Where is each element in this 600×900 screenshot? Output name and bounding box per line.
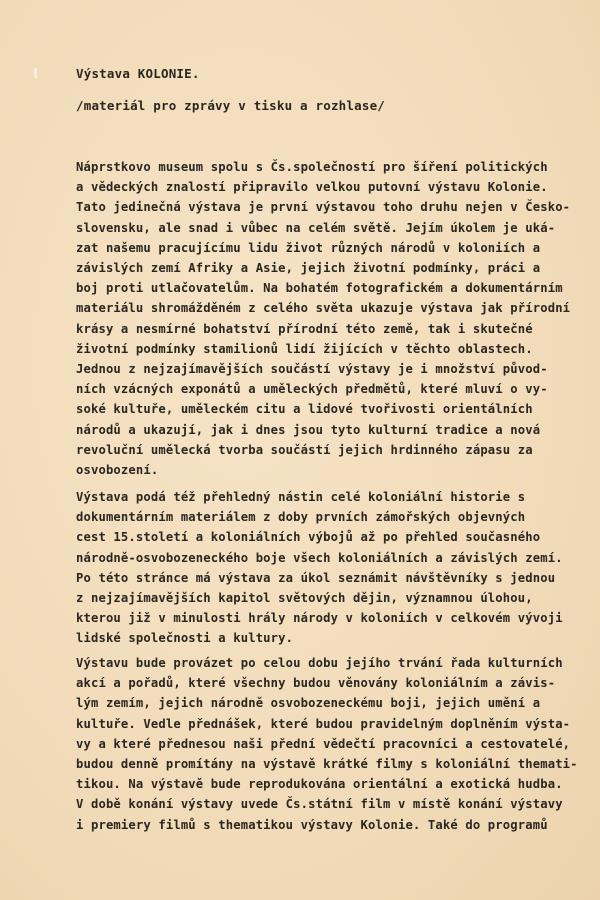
text-line: akcí a pořadů, které všechny budou věnovány koloniálním a závis- <box>76 676 556 691</box>
text-line: lým zemím, jejich národně osvobozeneckému boji, jejich umění a <box>76 696 541 711</box>
text-line: Výstava podá též přehledný nástin celé koloniální historie s <box>76 490 526 504</box>
text-line: soké kultuře, uměleckém citu a lidové tvořivosti orientálních <box>76 402 533 417</box>
text-line: cest 15.století a koloniálních výbojů až po přehled současného <box>76 530 541 545</box>
text-line: krásy a nesmírné bohatství přírodní této země, tak i skutečné <box>76 321 533 336</box>
text-line: národně-osvobozeneckého boje všech koloniálních a závislých zemí. <box>76 550 563 565</box>
text-line: ních vzácných exponátů a uměleckých předmětů, které mluví o vy- <box>76 382 548 397</box>
document-subtitle: /materiál pro zprávy v tisku a rozhlase/ <box>76 98 386 113</box>
text-line: boj proti utlačovatelům. Na bohatém fotografickém a dokumentárním <box>76 281 563 296</box>
text-line: národů a ukazují, jak i dnes jsou tyto kulturní tradice a nová <box>76 422 541 437</box>
text-line: kultuře. Vedle přednášek, které budou pravidelným doplněním výsta- <box>76 716 571 731</box>
text-line: osvobození. <box>76 463 159 478</box>
paper-blemish <box>34 68 37 78</box>
text-line: Jednou z nejzajímavějších součástí výstavy je i množství původ- <box>76 362 548 377</box>
text-line: a vědeckých znalostí připravilo velkou putovní výstavu Kolonie. <box>76 180 548 195</box>
paragraph-2 <box>76 487 598 649</box>
text-line: budou denně promítány na výstavě krátké filmy s koloniální themati- <box>76 757 578 772</box>
text-line: Po této stránce má výstava za úkol seznámit návštěvníky s jednou <box>76 570 556 585</box>
text-line: závislých zemí Afriky a Asie, jejich životní podmínky, práci a <box>76 261 541 276</box>
text-line: lidské společnosti a kultury. <box>76 631 294 646</box>
paragraph-1 <box>76 157 598 480</box>
text-line: životní podmínky stamilionů lidí žijících v těchto oblastech. <box>76 341 533 356</box>
text-line: materiálu shromážděném z celého světa ukazuje výstava jak přírodní <box>76 301 571 316</box>
text-line: Výstavu bude provázet po celou dobu jejího trvání řada kulturních <box>76 656 563 670</box>
document-title: Výstava KOLONIE. <box>76 66 200 81</box>
text-line: V době konání výstavy uvede Čs.státní film v místě konání výstavy <box>76 797 563 812</box>
text-line: slovensku, ale snad i vůbec na celém světě. Jejím úkolem je uká- <box>76 220 556 235</box>
text-line: revoluční umělecká tvorba součástí jejich hrdinného zápasu za <box>76 442 533 457</box>
text-line: i premiery filmů s thematikou výstavy Kolonie. Také do programů <box>76 817 548 832</box>
paragraph-3 <box>76 653 598 835</box>
text-line: zat našemu pracujícímu lidu život různých národů v koloniích a <box>76 240 541 255</box>
text-line: kterou již v minulosti hrály národy v koloniích v celkovém vývoji <box>76 611 563 626</box>
text-line: tikou. Na výstavě bude reprodukována orientální a exotická hudba. <box>76 777 563 792</box>
text-line: Náprstkovo museum spolu s Čs.společností pro šíření politických <box>76 160 548 174</box>
text-line: dokumentárním materiálem z doby prvních zámořských objevných <box>76 510 526 525</box>
text-line: Tato jedinečná výstava je první výstavou toho druhu nejen v Česko- <box>76 200 571 215</box>
text-line: z nejzajímavějších kapitol světových dějin, významnou úlohou, <box>76 591 533 606</box>
text-line: vy a které přednesou naši přední vědečtí pracovníci a cestovatelé, <box>76 736 571 751</box>
